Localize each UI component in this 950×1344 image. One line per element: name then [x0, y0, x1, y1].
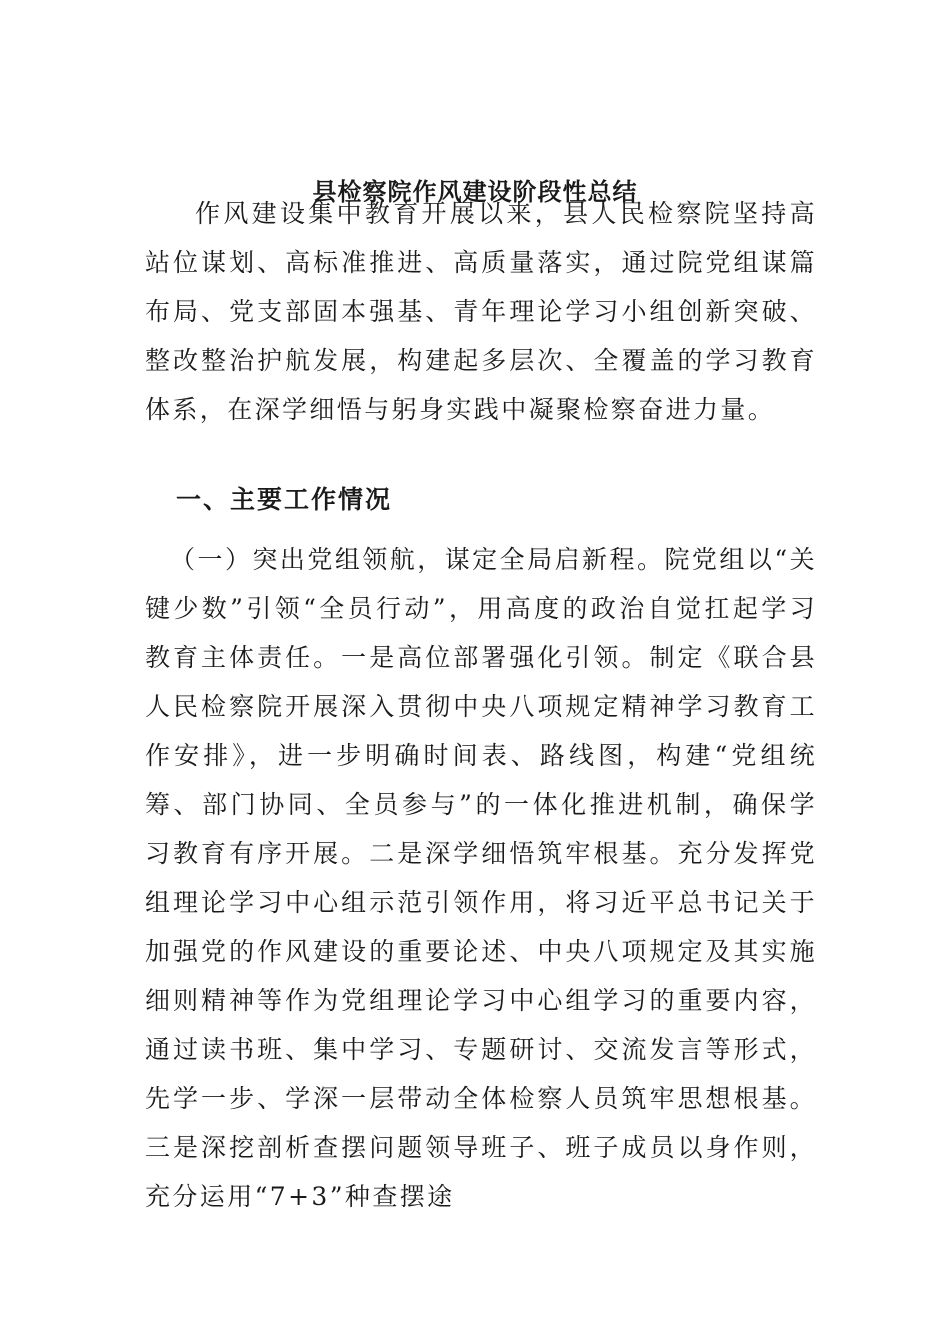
body-paragraph: （一）突出党组领航，谋定全局启新程。院党组以“关键少数”引领“全员行动”，用高度的政治自觉扛起学习教育主体责任。一是高位部署强化引领。制定《联合县人民检察院开展深入贯彻中央八项规定精神学习教育工作安排》，进一步明确时间表、路线图，构建“党组统筹、部门协同、全员参与”的一体化推进机制，确保学习教育有序开展。二是深学细悟筑牢根基。充分发挥党组理论学习中心组示范引领作用，将习近平总书记关于加强党的作风建设的重要论述、中央八项规定及其实施细则精神等作为党组理论学习中心组学习的重要内容，通过读书班、集中学习、专题研讨、交流发言等形式，先学一步、学深一层带动全体检察人员筑牢思想根基。三是深挖剖析查摆问题领导班子、班子成员以身作则，充分运用“7+3”种查摆途 [145, 545, 817, 1211]
intro-paragraph: 作风建设集中教育开展以来，县人民检察院坚持高站位谋划、高标准推进、高质量落实，通过院党组谋篇布局、党支部固本强基、青年理论学习小组创新突破、整改整治护航发展，构建起多层次、全覆盖的学习教育体系，在深学细悟与躬身实践中凝聚检察奋进力量。 [145, 199, 817, 424]
document-title: 县检察院作风建设阶段性总结 [312, 177, 638, 207]
section-heading: 一、主要工作情况 [176, 485, 393, 514]
